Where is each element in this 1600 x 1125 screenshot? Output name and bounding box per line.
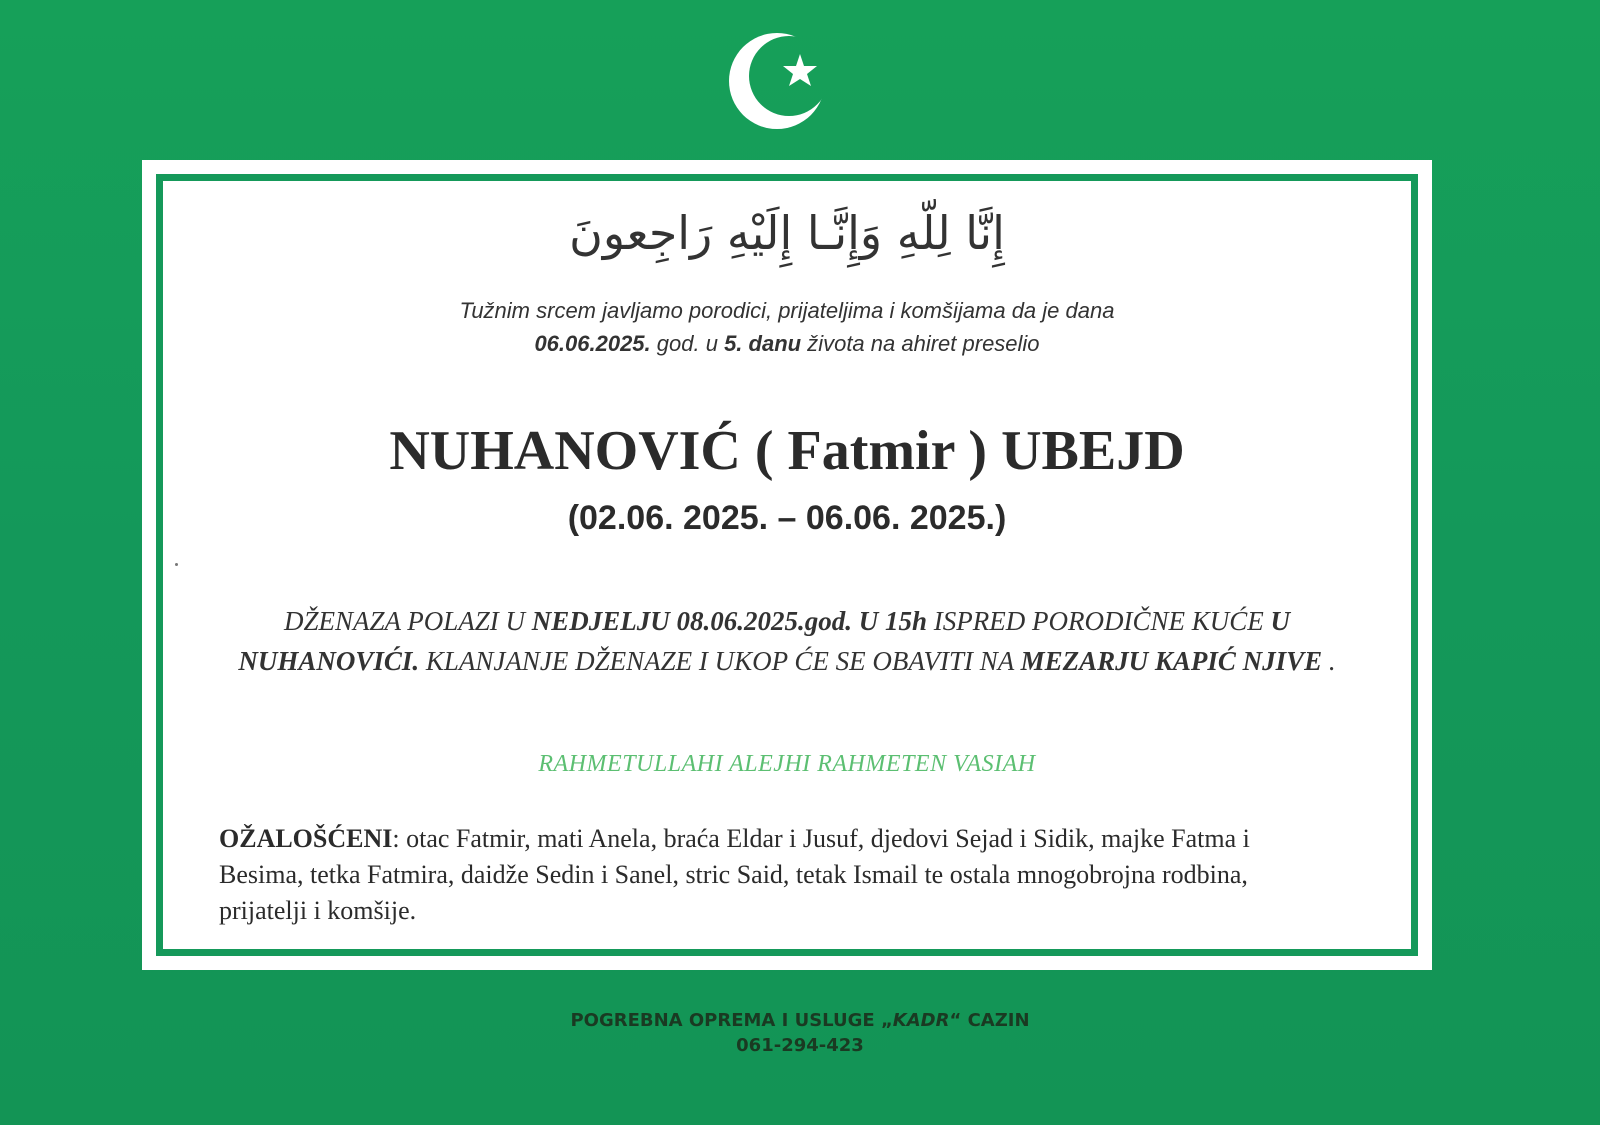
- crescent-star-icon: [727, 26, 837, 136]
- grievers-text: : otac Fatmir, mati Anela, braća Eldar i Jusuf, djedovi Sejad i Sidik, majke Fatma i Besima, tetka Fatmira, daidže Sedin i Sanel, stric Said, tetak Ismail te ostala mnogobrojna rodbina, prijatelji i komšije.: [219, 824, 1250, 925]
- death-date: 06.06.2025.: [534, 331, 651, 356]
- cemetery-name: MEZARJU KAPIĆ NJIVE: [1020, 646, 1323, 676]
- arabic-verse: إِنَّا لِلّهِ وَإِنَّـا إِلَيْهِ رَاجِعونَ: [569, 206, 1005, 260]
- intro-text: [163, 294, 1411, 360]
- life-dates: (02.06. 2025. – 06.06. 2025.): [567, 499, 1007, 537]
- life-day: 5. danu: [724, 331, 802, 356]
- grievers-label: OŽALOŠĆENI: [219, 824, 393, 853]
- funeral-place: U NUHANOVIĆI.: [238, 606, 1291, 676]
- intro-line-2: 06.06.2025. god. u 5. danu života na ahiret preselio: [534, 331, 1040, 356]
- obituary-card: [142, 160, 1432, 970]
- card-frame: [156, 174, 1418, 956]
- intro-line-1: Tužnim srcem javljamo porodici, prijateljima i komšijama da je dana: [459, 298, 1115, 323]
- funeral-home-name: POGREBNA OPREMA I USLUGE „KADR“ CAZIN: [570, 1010, 1030, 1031]
- funeral-home-phone: 061-294-423: [736, 1035, 864, 1056]
- funeral-info: DŽENAZA POLAZI U NEDJELJU 08.06.2025.god. U 15h ISPRED PORODIČNE KUĆE U NUHANOVIĆI. KLANJANJE DŽENAZE I UKOP ĆE SE OBAVITI NA MEZARJU KAPIĆ NJIVE .: [238, 606, 1336, 676]
- deceased-name: NUHANOVIĆ ( Fatmir ) UBEJD: [389, 420, 1185, 482]
- funeral-time: NEDJELJU 08.06.2025.god. U 15h: [531, 606, 928, 636]
- speck: [175, 563, 178, 566]
- grievers-list: [219, 821, 1321, 929]
- funeral-home-footer: [0, 1008, 1600, 1058]
- blessing-text: RAHMETULLAHI ALEJHI RAHMETEN VASIAH: [538, 751, 1036, 777]
